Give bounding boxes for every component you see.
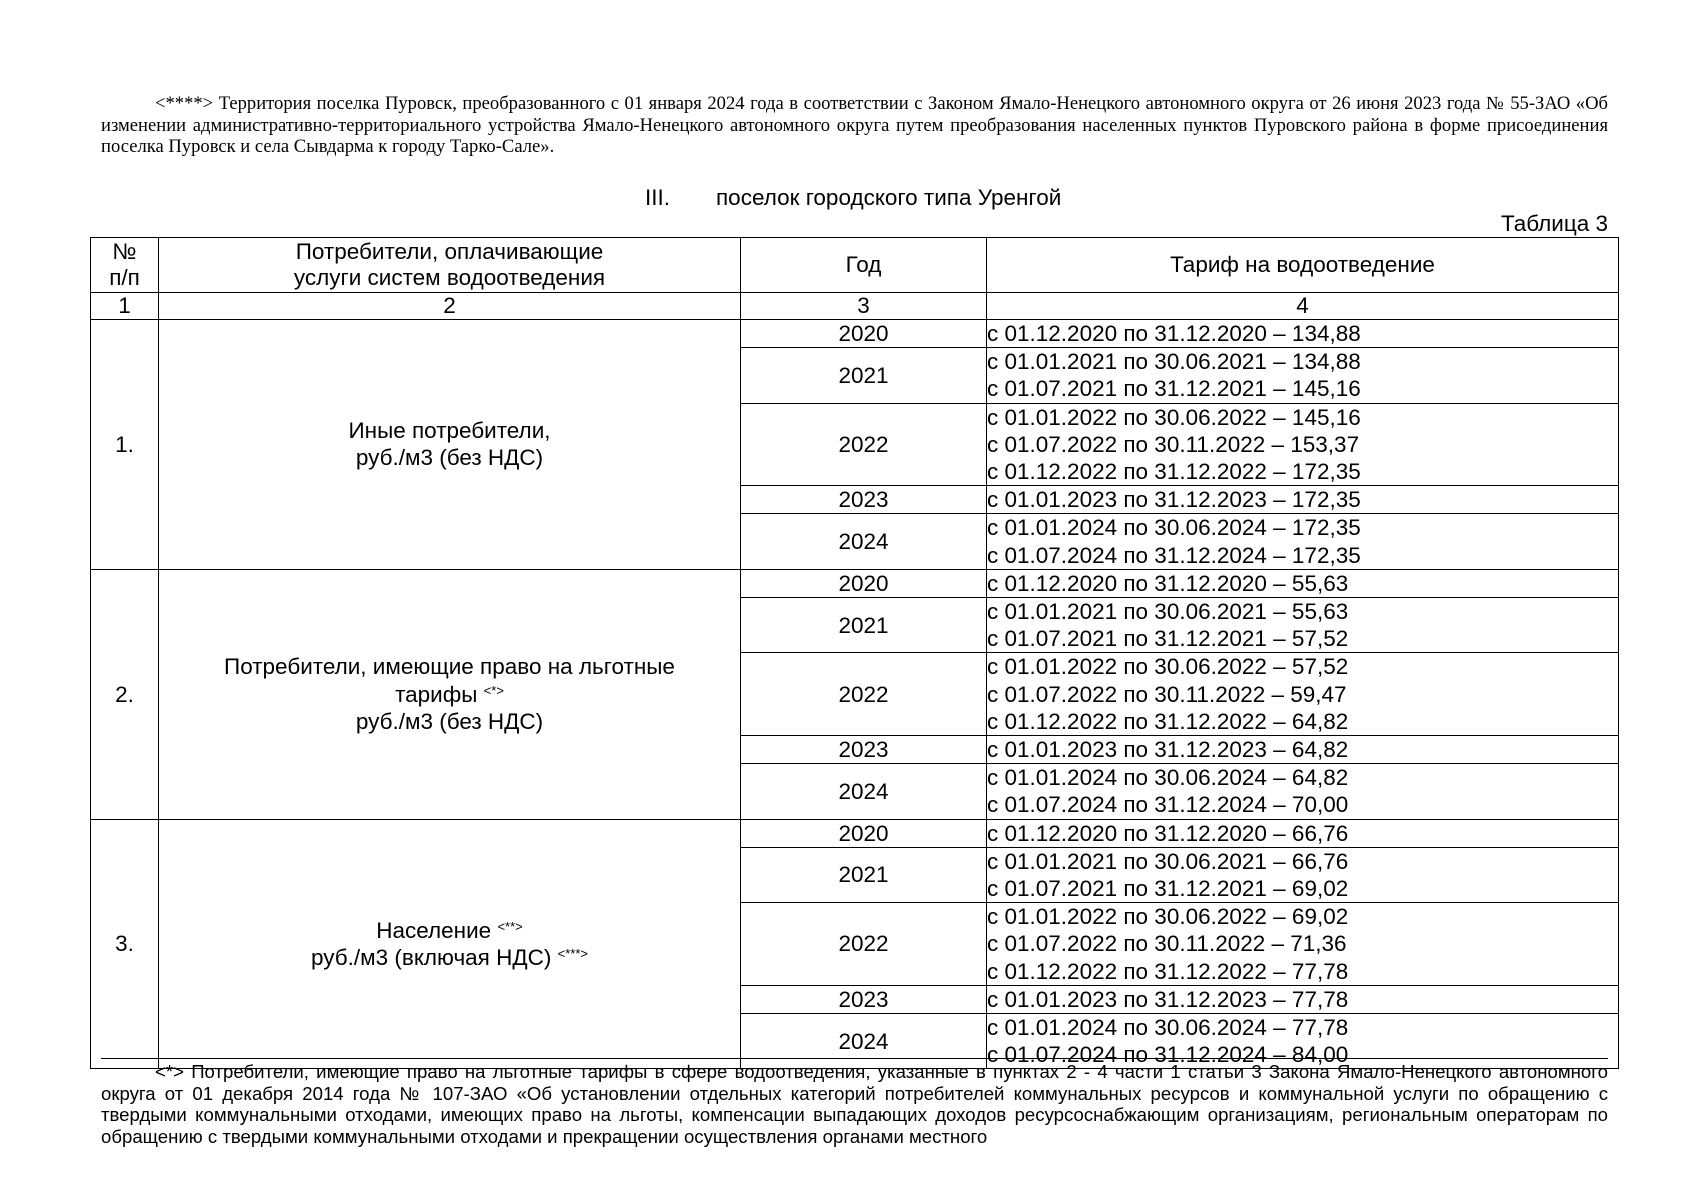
year-cell: 2021 xyxy=(741,348,987,403)
year-cell: 2020 xyxy=(741,819,987,847)
header-consumers-line1: Потребители, оплачивающие xyxy=(295,239,604,264)
consumer-line-text: Иные потребители, xyxy=(348,418,551,444)
year-cell: 2023 xyxy=(741,985,987,1013)
year-cell: 2024 xyxy=(741,764,987,819)
tariff-cell: с 01.01.2024 по 30.06.2024 – 77,78 xyxy=(987,1014,1619,1042)
row-index: 2. xyxy=(91,569,159,819)
footnote-marker: <*> xyxy=(483,682,504,698)
tariff-cell: с 01.07.2024 по 31.12.2024 – 84,00 xyxy=(987,1041,1619,1069)
tariff-cell: с 01.01.2021 по 30.06.2021 – 55,63 xyxy=(987,598,1619,626)
consumer-line-text: руб./м3 (без НДС) xyxy=(355,708,544,734)
column-number-1: 1 xyxy=(91,293,159,320)
footnote-marker: <***> xyxy=(557,946,588,962)
tariff-cell: с 01.07.2022 по 30.11.2022 – 59,47 xyxy=(987,681,1619,708)
column-number-2: 2 xyxy=(159,293,741,320)
tariff-cell: с 01.12.2020 по 31.12.2020 – 55,63 xyxy=(987,569,1619,597)
consumer-category xyxy=(159,819,741,1069)
column-number-3: 3 xyxy=(741,293,987,320)
tariff-table xyxy=(90,237,1619,1069)
footnote-marker: <**> xyxy=(497,918,523,934)
tariff-cell: с 01.12.2020 по 31.12.2020 – 66,76 xyxy=(987,819,1619,847)
section-heading xyxy=(0,185,1697,213)
tariff-cell: с 01.01.2023 по 31.12.2023 – 64,82 xyxy=(987,736,1619,764)
year-cell: 2022 xyxy=(741,403,987,486)
tariff-cell: с 01.12.2022 по 31.12.2022 – 64,82 xyxy=(987,708,1619,736)
consumer-line xyxy=(159,681,740,708)
bottom-footnote-text: <*> Потребители, имеющие право на льготные тарифы в сфере водоотведения, указанные в пунктах 2 - 4 части 1 статьи 3 Закона Ямало-Ненецкого автономного округа от 01 декабря 2014 года № 107-ЗАО «Об установлении отдельных категорий потребителей коммунальных ресурсов и коммунальной услуги по обращению с твердыми коммунальными отходами, имеющих право на льготы, компенсации выпадающих доходов ресурсоснабжающим организациям, региональным операторам по обращению с твердыми коммунальными отходами и прекращении осуществления органами местного xyxy=(101,1061,1608,1147)
consumer-line xyxy=(159,944,740,971)
year-cell: 2023 xyxy=(741,736,987,764)
tariff-cell: с 01.01.2023 по 31.12.2023 – 77,78 xyxy=(987,985,1619,1013)
consumer-category xyxy=(159,320,741,570)
consumer-line xyxy=(159,653,740,680)
tariff-cell: с 01.07.2022 по 30.11.2022 – 71,36 xyxy=(987,930,1619,957)
consumer-line xyxy=(159,917,740,944)
year-cell: 2020 xyxy=(741,569,987,597)
header-tariff: Тариф на водоотведение xyxy=(987,238,1619,293)
year-cell: 2022 xyxy=(741,903,987,986)
table-body xyxy=(91,320,1619,1069)
row-index: 1. xyxy=(91,320,159,570)
table-row xyxy=(91,819,1619,847)
tariff-cell: с 01.07.2022 по 30.11.2022 – 153,37 xyxy=(987,431,1619,458)
top-footnote-text: <****> Территория поселка Пуровск, преобразованного с 01 января 2024 года в соответствии с Законом Ямало-Ненецкого автономного округа от 26 июня 2023 года № 55-ЗАО «Об изменении административно-территориального устройства Ямало-Ненецкого автономного округа путем преобразования населенных пунктов Пуровского района в форме присоединения поселка Пуровск и села Сывдарма к городу Тарко-Сале». xyxy=(101,93,1608,157)
section-title: поселок городского типа Уренгой xyxy=(716,185,1062,210)
tariff-cell: с 01.12.2022 по 31.12.2022 – 77,78 xyxy=(987,958,1619,986)
row-index: 3. xyxy=(91,819,159,1069)
tariff-cell: с 01.01.2024 по 30.06.2024 – 172,35 xyxy=(987,514,1619,542)
tariff-cell: с 01.01.2021 по 30.06.2021 – 134,88 xyxy=(987,348,1619,376)
column-number-4: 4 xyxy=(987,293,1619,320)
tariff-cell: с 01.01.2021 по 30.06.2021 – 66,76 xyxy=(987,847,1619,875)
consumer-category xyxy=(159,569,741,819)
tariff-cell: с 01.01.2022 по 30.06.2022 – 69,02 xyxy=(987,903,1619,931)
year-cell: 2024 xyxy=(741,514,987,569)
header-number xyxy=(91,238,159,293)
tariff-cell: с 01.01.2022 по 30.06.2022 – 145,16 xyxy=(987,403,1619,431)
consumer-line-text: Население xyxy=(376,917,492,943)
table-header-row xyxy=(91,238,1619,293)
column-number-row xyxy=(91,293,1619,320)
tariff-cell: с 01.12.2022 по 31.12.2022 – 172,35 xyxy=(987,458,1619,486)
consumer-line-text: Потребители, имеющие право на льготные xyxy=(224,654,675,680)
header-year: Год xyxy=(741,238,987,293)
tariff-cell: с 01.07.2021 по 31.12.2021 – 145,16 xyxy=(987,375,1619,403)
consumer-line xyxy=(159,708,740,735)
table-caption: Таблица 3 xyxy=(1501,211,1608,236)
tariff-cell: с 01.01.2023 по 31.12.2023 – 172,35 xyxy=(987,486,1619,514)
tariff-cell: с 01.01.2022 по 30.06.2022 – 57,52 xyxy=(987,653,1619,681)
table-row xyxy=(91,320,1619,348)
bottom-footnote xyxy=(101,1058,1608,1147)
year-cell: 2023 xyxy=(741,486,987,514)
header-number-line1: № xyxy=(112,239,137,264)
tariff-cell: с 01.01.2024 по 30.06.2024 – 64,82 xyxy=(987,764,1619,792)
year-cell: 2022 xyxy=(741,653,987,736)
table-row xyxy=(91,569,1619,597)
consumer-line-text: тарифы xyxy=(395,681,478,707)
consumer-line-text: руб./м3 (включая НДС) xyxy=(311,945,552,971)
consumer-line xyxy=(159,417,740,444)
year-cell: 2020 xyxy=(741,320,987,348)
consumer-line xyxy=(159,444,740,471)
tariff-cell: с 01.07.2021 по 31.12.2021 – 69,02 xyxy=(987,875,1619,903)
tariff-cell: с 01.12.2020 по 31.12.2020 – 134,88 xyxy=(987,320,1619,348)
year-cell: 2021 xyxy=(741,847,987,902)
year-cell: 2021 xyxy=(741,598,987,653)
section-number: III. xyxy=(645,185,671,210)
tariff-cell: с 01.07.2021 по 31.12.2021 – 57,52 xyxy=(987,625,1619,653)
tariff-cell: с 01.07.2024 по 31.12.2024 – 70,00 xyxy=(987,791,1619,819)
year-cell: 2024 xyxy=(741,1014,987,1069)
consumer-line-text: руб./м3 (без НДС) xyxy=(355,445,544,471)
tariff-cell: с 01.07.2024 по 31.12.2024 – 172,35 xyxy=(987,542,1619,570)
header-consumers-line2: услуги систем водоотведения xyxy=(293,265,606,290)
header-number-line2: п/п xyxy=(109,265,140,290)
header-consumers xyxy=(159,238,741,293)
